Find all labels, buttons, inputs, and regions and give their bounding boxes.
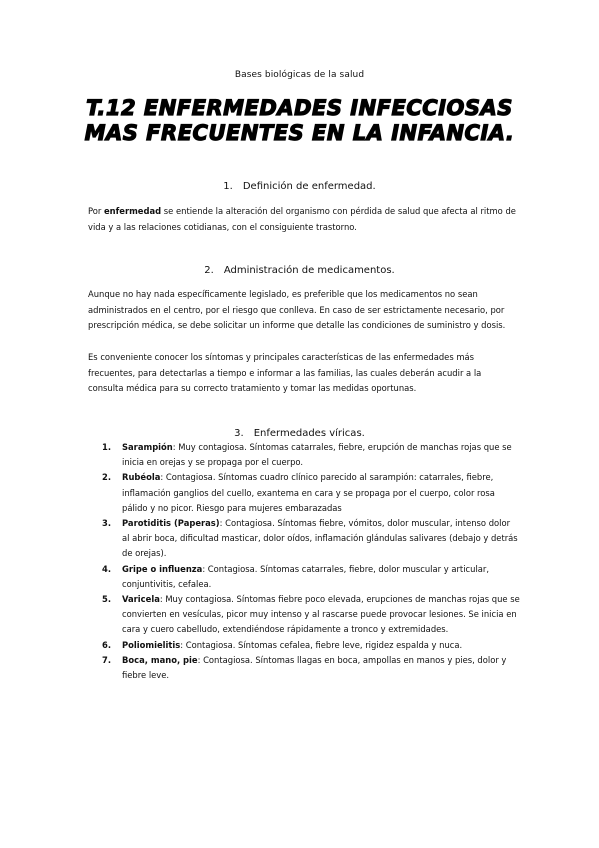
disease-name: Boca, mano, pie	[122, 654, 198, 665]
item-number: 1.	[102, 442, 112, 452]
paragraph-text: se entiende la alteración del organismo con pérdida de salud que afecta al ritmo de vida y a las relaciones cotidianas, con el consiguiente trastorno.	[88, 206, 516, 232]
disease-list	[102, 440, 520, 683]
disease-name: Parotiditis (Paperas)	[122, 518, 220, 529]
list-item	[102, 562, 520, 592]
list-item	[102, 440, 520, 470]
item-number: 6.	[102, 639, 112, 650]
disease-description: : Contagiosa. Síntomas cuadro clínico parecido al sarampión: catarrales, fiebre, inflamación ganglios del cuello, exantema en cara y se propaga por el cuerpo, color rosa pálido y no picor. Riesgo para mujeres embarazadas	[122, 472, 495, 513]
item-number: 5.	[102, 594, 112, 605]
item-number: 3.	[102, 518, 112, 529]
section-number: 3.	[234, 428, 244, 439]
disease-name: Sarampión	[122, 442, 173, 452]
medication-paragraph-1: Aunque no hay nada específicamente legislado, es preferible que los medicamentos no sean administrados en el centro, por el riesgo que conlleva. En caso de ser estrictamente necesario, por prescripción médica, se debe solicitar un informe que detalle las condiciones de suministro y dosis.	[88, 289, 506, 330]
item-number: 2.	[102, 472, 112, 483]
section-heading-3	[0, 428, 599, 439]
disease-name: Rubéola	[122, 472, 161, 483]
disease-name: Poliomielitis	[122, 639, 181, 650]
section-title: Definición de enfermedad.	[242, 181, 376, 192]
item-number: 7.	[102, 654, 112, 665]
paragraph-text: Por	[88, 206, 104, 217]
title-line-1: T.12 ENFERMEDADES INFECCIOSAS	[86, 96, 513, 120]
section-number: 1.	[223, 181, 233, 192]
medication-paragraph-2: Es conveniente conocer los síntomas y principales características de las enfermedades más frecuentes, para detectarlas a tiempo e informar a las familias, las cuales deberán acudir a la consulta médica para su correcto tratamiento y tomar las medidas oportunas.	[88, 352, 482, 393]
list-item	[102, 516, 520, 562]
definition-paragraph	[88, 204, 518, 234]
list-item	[102, 470, 520, 516]
title-line-2: MAS FRECUENTES EN LA INFANCIA.	[84, 121, 515, 145]
disease-description: : Contagiosa. Síntomas cefalea, fiebre leve, rigidez espalda y nuca.	[180, 639, 463, 650]
section-number: 2.	[204, 265, 214, 276]
section-heading-2	[0, 265, 599, 276]
disease-description: : Contagiosa. Síntomas fiebre, vómitos, dolor muscular, intenso dolor al abrir boca, dificultad masticar, dolor oídos, inflamación glándulas salivares (debajo y detrás de orejas).	[122, 518, 518, 559]
list-item	[102, 592, 520, 638]
section-title: Enfermedades víricas.	[253, 428, 365, 439]
disease-description: : Contagiosa. Síntomas llagas en boca, ampollas en manos y pies, dolor y fiebre leve.	[122, 654, 507, 681]
list-item	[102, 653, 520, 683]
defined-term: enfermedad	[103, 206, 162, 217]
disease-description: : Muy contagiosa. Síntomas fiebre poco elevada, erupciones de manchas rojas que se convierten en vesículas, picor muy intenso y al rascarse puede provocar lesiones. Se inicia en cara y cuero cabelludo, extendiéndose rápidamente a tronco y extremidades.	[122, 594, 520, 635]
section-title: Administración de medicamentos.	[223, 265, 395, 276]
disease-name: Gripe o influenza	[122, 563, 203, 574]
item-number: 4.	[102, 563, 112, 574]
document-title	[0, 96, 599, 146]
disease-description: : Muy contagiosa. Síntomas catarrales, fiebre, erupción de manchas rojas que se inicia en orejas y se propaga por el cuerpo.	[122, 442, 512, 468]
section-heading-1	[0, 181, 599, 192]
page-header: Bases biológicas de la salud	[234, 70, 365, 80]
disease-name: Varicela	[122, 594, 160, 605]
disease-description: : Contagiosa. Síntomas catarrales, fiebre, dolor muscular y articular, conjuntivitis, cefalea.	[122, 563, 490, 589]
list-item	[102, 638, 520, 653]
